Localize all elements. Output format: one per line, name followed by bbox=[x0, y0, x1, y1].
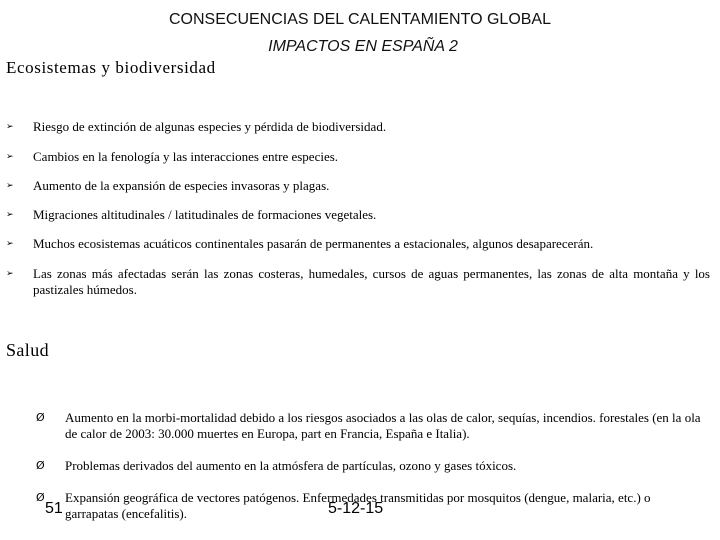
section-heading-ecosistemas: Ecosistemas y biodiversidad bbox=[6, 58, 216, 77]
list-item bbox=[36, 458, 702, 474]
arrow-bullet-icon: ➢ bbox=[6, 210, 14, 220]
page-title: CONSECUENCIAS DEL CALENTAMIENTO GLOBAL bbox=[168, 11, 551, 28]
list-item-text: Riesgo de extinción de algunas especies y pérdida de biodiversidad. bbox=[33, 119, 387, 134]
page-number: 51 bbox=[45, 500, 63, 517]
list-item-text: Aumento en la morbi-mortalidad debido a los riesgos asociados a las olas de calor, sequías, incendios. forestales (en la ola de calor de 2003: 30.000 muertes en Europa, part en Francia, España e Italia). bbox=[65, 410, 701, 441]
arrow-bullet-icon: ➢ bbox=[6, 181, 14, 191]
list-item bbox=[6, 178, 710, 194]
list-item-text: Expansión geográfica de vectores patógenos. Enfermedades transmitidas por mosquitos (dengue, malaria, etc.) o garrapatas (encefalitis). bbox=[65, 490, 651, 521]
arrow-bullet-icon: ➢ bbox=[6, 152, 14, 162]
bullet-icon: Ø bbox=[36, 459, 45, 472]
page-subtitle: IMPACTOS EN ESPAÑA 2 bbox=[268, 38, 458, 55]
list-item bbox=[6, 207, 710, 223]
list-item-text: Migraciones altitudinales / latitudinales de formaciones vegetales. bbox=[33, 207, 377, 222]
arrow-bullet-icon: ➢ bbox=[6, 269, 14, 279]
list-item-text: Aumento de la expansión de especies invasoras y plagas. bbox=[33, 178, 330, 193]
list-item bbox=[36, 410, 702, 442]
list-item-text: Problemas derivados del aumento en la atmósfera de partículas, ozono y gases tóxicos. bbox=[65, 458, 517, 473]
list-item bbox=[6, 119, 710, 135]
arrow-bullet-icon: ➢ bbox=[6, 122, 14, 132]
list-item-text: Las zonas más afectadas serán las zonas costeras, humedales, cursos de aguas permanentes, las zonas de alta montaña y los pastizales húmedos. bbox=[33, 266, 710, 297]
list-item bbox=[6, 149, 710, 165]
bullet-icon: Ø bbox=[36, 491, 45, 504]
list-item bbox=[6, 236, 710, 252]
section-heading-salud: Salud bbox=[6, 340, 50, 360]
footer-date: 5-12-15 bbox=[328, 500, 384, 517]
list-item-text: Muchos ecosistemas acuáticos continentales pasarán de permanentes a estacionales, algunos desaparecerán. bbox=[33, 236, 594, 251]
arrow-bullet-icon: ➢ bbox=[6, 239, 14, 249]
list-item bbox=[6, 266, 710, 298]
bullet-icon: Ø bbox=[36, 411, 45, 424]
list-item-text: Cambios en la fenología y las interacciones entre especies. bbox=[33, 149, 339, 164]
